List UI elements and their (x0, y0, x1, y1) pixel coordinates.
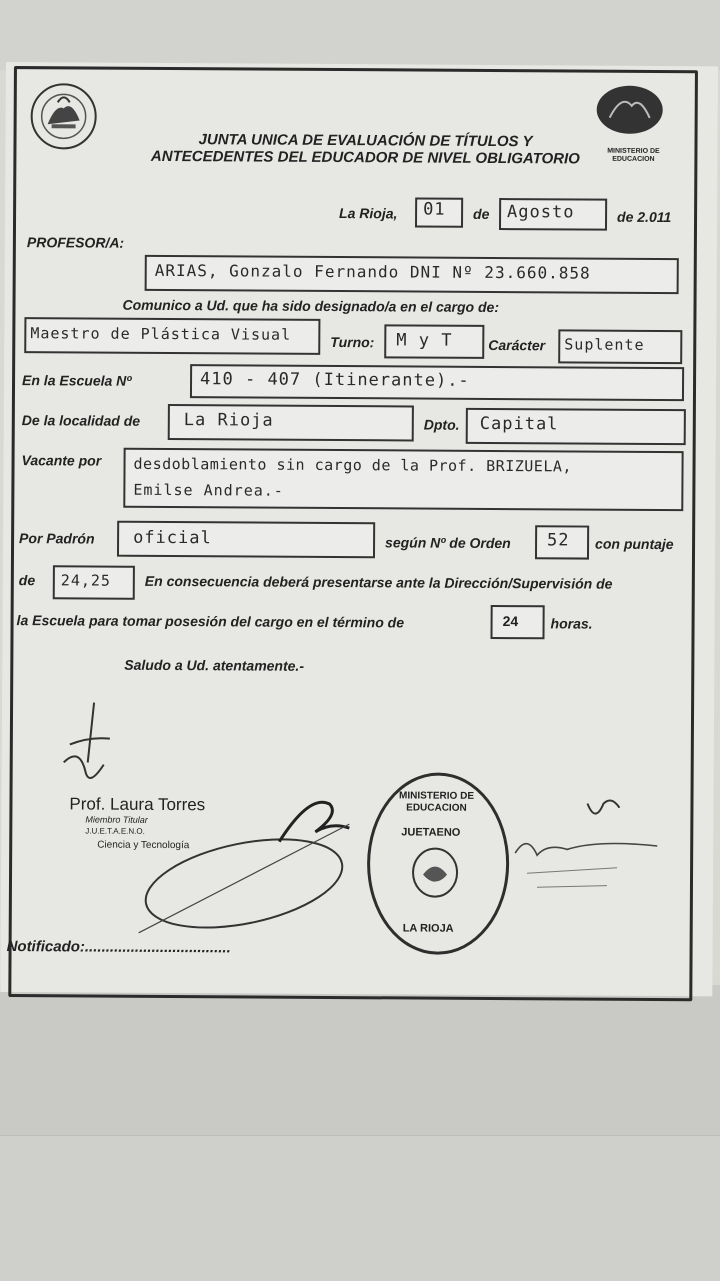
escuela-label: En la Escuela Nº (22, 372, 132, 389)
firma-dept: Ciencia y Tecnología (97, 839, 190, 852)
date-day-value: 01 (423, 199, 446, 220)
puntaje-de-label: de (18, 572, 36, 589)
paper-fold (0, 1135, 720, 1281)
ministry-logo-text: MINISTERIO DE EDUCACION (607, 147, 660, 163)
document-header (125, 131, 605, 168)
photo-background-top (0, 0, 720, 70)
escuela-value: 410 - 407 (Itinerante).- (200, 369, 470, 391)
hours-value: 24 (502, 613, 519, 630)
termino-text: la Escuela para tomar posesión del cargo en el término de (16, 612, 405, 631)
comunico-text: Comunico a Ud. que ha sido designado/a en el cargo de: (122, 296, 500, 316)
caracter-value: Suplente (564, 335, 645, 354)
date-month-value: Agosto (507, 202, 575, 223)
caracter-label: Carácter (488, 336, 546, 354)
firma-org: J.U.E.T.A.E.N.O. (85, 826, 145, 836)
vacante-line-2: Emilse Andrea.- (133, 480, 284, 500)
turno-label: Turno: (330, 333, 375, 351)
date-de-label: de (473, 205, 490, 222)
stamp-top-text: MINISTERIO DE EDUCACION (398, 790, 475, 814)
profesor-value: ARIAS, Gonzalo Fernando DNI Nº 23.660.858 (154, 260, 591, 283)
date-year-label: de 2.011 (617, 208, 672, 226)
vacante-label: Vacante por (21, 452, 102, 469)
oval-stamp-icon (119, 783, 370, 945)
stamp-bottom-text: LA RIOJA (402, 922, 454, 935)
firma-name: Prof. Laura Torres (69, 794, 206, 815)
saludo-text: Saludo a Ud. atentamente.- (124, 656, 305, 674)
localidad-value: La Rioja (183, 410, 274, 431)
cargo-value: Maestro de Plástica Visual (30, 324, 292, 344)
signature-right-icon (507, 793, 678, 904)
orden-label: según Nº de Orden (385, 534, 511, 552)
vacante-line-1: desdoblamiento sin cargo de la Prof. BRIZUELA, (133, 454, 573, 476)
puntaje-value: 24,25 (60, 571, 112, 590)
padron-value: oficial (133, 527, 212, 549)
notificado-line: Notificado:................................... (6, 938, 231, 957)
firma-role: Miembro Titular (85, 814, 148, 825)
turno-value: M y T (396, 330, 453, 351)
coat-of-arms-icon (405, 844, 465, 900)
localidad-label: De la localidad de (21, 412, 141, 429)
dpto-value: Capital (479, 413, 559, 435)
puntaje-label: con puntaje (595, 535, 674, 553)
consecuencia-text: En consecuencia deberá presentarse ante la Dirección/Supervisión de (144, 572, 613, 592)
province-seal-icon (27, 80, 99, 152)
header-line-1: JUNTA UNICA DE EVALUACIÓN DE TÍTULOS Y (198, 131, 533, 151)
stamp-mid-text: JUETAENO (401, 826, 461, 839)
profesor-label: PROFESOR/A: (26, 234, 125, 251)
header-line-2: ANTECEDENTES DEL EDUCADOR DE NIVEL OBLIGATORIO (150, 147, 580, 168)
padron-label: Por Padrón (19, 530, 95, 547)
date-place-label: La Rioja, (339, 205, 398, 222)
hours-label: horas. (550, 615, 593, 632)
document-sheet (0, 62, 718, 996)
photo-background-bottom (0, 985, 720, 1280)
dpto-label: Dpto. (423, 416, 460, 433)
orden-value: 52 (547, 530, 570, 551)
